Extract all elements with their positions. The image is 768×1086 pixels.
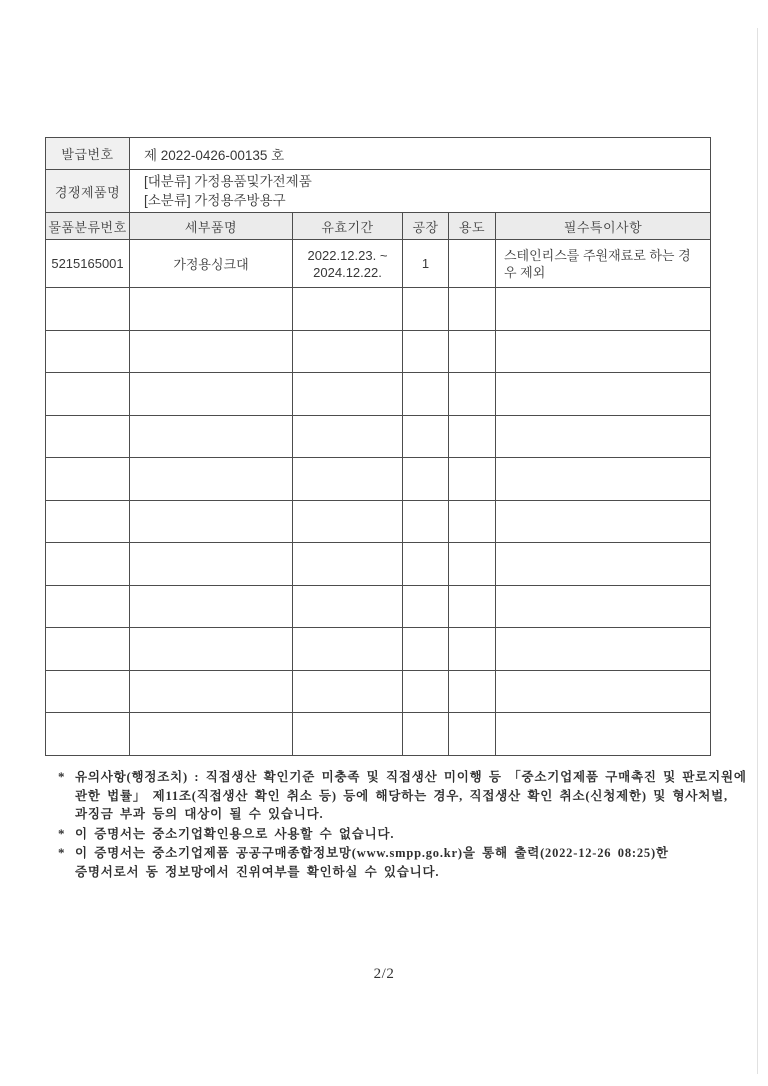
- certificate-info-table: [45, 137, 711, 213]
- footnote-verification: [58, 844, 718, 881]
- empty-row: [46, 458, 711, 501]
- competing-product-label: 경쟁제품명: [46, 170, 130, 213]
- minor-category-line: [소분류] 가정용주방용구: [144, 193, 286, 208]
- column-header-factory: 공장: [403, 213, 449, 240]
- footnote-line: 이 증명서는 중소기업제품 공공구매종합정보망(www.smpp.go.kr)을 통해 출력(2022-12-26 08:25)한: [75, 846, 669, 860]
- footnote-line: 관한 법률」 제11조(직접생산 확인 취소 등) 등에 해당하는 경우, 직접생산 확인 취소(신청제한) 및 형사처벌,: [75, 788, 728, 803]
- empty-row: [46, 628, 711, 671]
- page-number: 2/2: [373, 966, 395, 982]
- empty-row: [46, 415, 711, 458]
- valid-to-line: 2024.12.22.: [313, 264, 382, 280]
- valid-from-line: 2022.12.23. ~: [307, 247, 388, 263]
- special-note-cell: 스테인리스를 주원재료로 하는 경우 제외: [496, 240, 711, 288]
- table-row: [46, 170, 711, 213]
- major-category-line: [대분류] 가정용품및가전제품: [144, 174, 312, 189]
- footnote-not-for-sme-check: [58, 825, 718, 844]
- asterisk-bullet-icon: *: [58, 825, 65, 841]
- issue-number-value: 제 2022-0426-00135 호: [130, 138, 711, 170]
- competing-product-value: [130, 170, 711, 213]
- usage-cell: [449, 240, 496, 288]
- footnote-line: 증명서로서 동 정보망에서 진위여부를 확인하실 수 있습니다.: [75, 864, 440, 879]
- empty-row: [46, 543, 711, 586]
- valid-period-cell: [293, 240, 403, 288]
- footnotes-section: [58, 768, 747, 882]
- footnote-line: 과징금 부과 등의 대상이 될 수 있습니다.: [75, 807, 324, 821]
- column-header-item-code: 물품분류번호: [46, 213, 130, 240]
- table-header-row: [46, 213, 711, 240]
- certified-items-table: [45, 212, 711, 756]
- table-row: [46, 138, 711, 170]
- footnote-line: 이 증명서는 중소기업확인용으로 사용할 수 없습니다.: [75, 826, 395, 841]
- issue-number-label: 발급번호: [46, 138, 130, 170]
- empty-row: [46, 288, 711, 331]
- item-name-cell: 가정용싱크대: [130, 240, 293, 288]
- column-header-item-name: 세부품명: [130, 213, 293, 240]
- column-header-special-note: 필수특이사항: [496, 213, 711, 240]
- item-data-row: [46, 240, 711, 288]
- empty-row: [46, 713, 711, 756]
- scan-edge-artifact: [757, 28, 758, 1074]
- item-code-cell: 5215165001: [46, 240, 130, 288]
- empty-row: [46, 330, 711, 373]
- column-header-usage: 용도: [449, 213, 496, 240]
- empty-row: [46, 500, 711, 543]
- footnote-caution: [58, 768, 747, 824]
- empty-row: [46, 585, 711, 628]
- factory-cell: 1: [403, 240, 449, 288]
- column-header-valid-period: 유효기간: [293, 213, 403, 240]
- asterisk-bullet-icon: *: [58, 845, 65, 860]
- empty-row: [46, 670, 711, 713]
- footnote-line: 유의사항(행정조치) : 직접생산 확인기준 미충족 및 직접생산 미이행 등 「중소기업제품 구매촉진 및 판로지원에: [75, 770, 747, 784]
- empty-row: [46, 373, 711, 416]
- asterisk-bullet-icon: *: [58, 769, 65, 784]
